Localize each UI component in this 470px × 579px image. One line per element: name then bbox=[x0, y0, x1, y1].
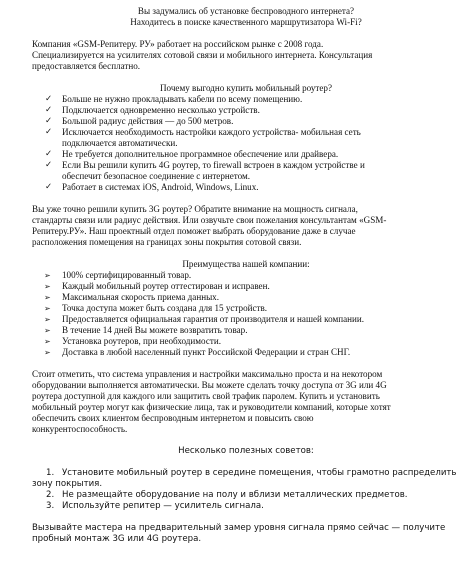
setup-paragraph bbox=[32, 369, 460, 435]
closing-paragraph bbox=[32, 523, 460, 545]
consult-paragraph bbox=[32, 204, 460, 248]
tip-item: 1. Установите мобильный роутер в середине помещения, чтобы грамотно распределить bbox=[46, 468, 457, 478]
advantage-item: ➢ В течение 14 дней Вы можете возвратить товар. bbox=[32, 325, 460, 336]
advantage-item: ➢ Доставка в любой населенный пункт Российской Федерации и стран СНГ. bbox=[32, 347, 460, 358]
paragraph-line: мобильный роутер могут как физические лица, так и руководители компаний, которые хотят bbox=[32, 402, 391, 412]
paragraph-line: конкурентоспособность. bbox=[32, 424, 128, 434]
intro-line: Специализируется на усилителях сотовой связи и мобильного интернета. Консультация bbox=[32, 50, 373, 60]
checklist-item: ✓ Большой радиус действия — до 500 метров. bbox=[32, 116, 460, 127]
checklist-item: ✓ Исключается необходимость настройки каждого устройства- мобильная сеть подключается автоматически. bbox=[32, 127, 460, 149]
checklist-item: ✓ Если Вы решили купить 4G роутер, то firewall встроен в каждом устройстве и обеспечит безопасное соединение с интернетом. bbox=[32, 160, 460, 182]
header-line-1: Вы задумались об установке беспроводного интернета? bbox=[137, 6, 355, 16]
advantage-item: ➢ Установка роутеров, при необходимости. bbox=[32, 336, 460, 347]
checklist-item: ✓ Не требуется дополнительное программное обеспечение или драйвера. bbox=[32, 149, 460, 160]
paragraph-line: оборудовании выполняется автоматически. Вы можете сделать точку доступа от 3G или 4G bbox=[32, 380, 387, 390]
why-checklist bbox=[32, 94, 460, 193]
advantage-item: ➢ Предоставляется официальная гарантия от производителя и нашей компании. bbox=[32, 314, 460, 325]
closing-line: пробный монтаж 3G или 4G роутера. bbox=[32, 534, 202, 544]
document-header bbox=[32, 6, 460, 28]
tip-item: 2. Не размещайте оборудование на полу и вблизи металлических предметов. bbox=[46, 490, 408, 500]
paragraph-line: роутера доступной для каждого или защитить свой трафик паролем. Купить и установить bbox=[32, 391, 380, 401]
paragraph-line: обеспечить своих клиентом беспроводным интернетом и повысить свою bbox=[32, 413, 314, 423]
advantages-heading: Преимущества нашей компании: bbox=[182, 259, 310, 269]
advantage-item: ➢ Точка доступа может быть создана для 15 устройств. bbox=[32, 303, 460, 314]
tip-item: 3. Используйте репитер — усилитель сигнала. bbox=[46, 501, 264, 511]
paragraph-line: расположения помещения на границах зоны покрытия сотовой связи. bbox=[32, 237, 302, 247]
why-heading: Почему выгодно купить мобильный роутер? bbox=[159, 83, 333, 93]
advantage-item: ➢ Максимальная скорость приема данных. bbox=[32, 292, 460, 303]
paragraph-line: Вы уже точно решили купить 3G роутер? Обратите внимание на мощность сигнала, bbox=[32, 204, 358, 214]
paragraph-line: стандарты связи или радиус действия. Или озвучьте свои пожелания консультантам «GSM- bbox=[32, 215, 387, 225]
header-line-2: Находитесь в поиске качественного маршрутизатора Wi-Fi? bbox=[130, 17, 362, 27]
checklist-item: ✓ Больше не нужно прокладывать кабели по всему помещению. bbox=[32, 94, 460, 105]
paragraph-line: Репитеру.РУ». Наш проектный отдел поможет выбрать оборудование даже в случае bbox=[32, 226, 356, 236]
advantage-item: ➢ 100% сертифицированный товар. bbox=[32, 270, 460, 281]
closing-line: Вызывайте мастера на предварительный замер уровня сигнала прямо сейчас — получите bbox=[32, 523, 446, 533]
advantage-item: ➢ Каждый мобильный роутер оттестирован и исправен. bbox=[32, 281, 460, 292]
checklist-item: ✓ Работает в системах iOS, Android, Windows, Linux. bbox=[32, 182, 460, 193]
advantages-list bbox=[32, 270, 460, 358]
tip-item-continued: зону покрытия. bbox=[32, 479, 103, 489]
paragraph-line: Стоит отметить, что система управления и настройки максимально проста и на некотором bbox=[32, 369, 383, 379]
tips-section bbox=[32, 446, 460, 545]
intro-paragraph bbox=[32, 39, 460, 72]
tips-heading: Несколько полезных советов: bbox=[178, 446, 314, 456]
intro-line: предоставляется бесплатно. bbox=[32, 61, 141, 71]
tips-list bbox=[32, 468, 460, 512]
checklist-item: ✓ Подключается одновременно несколько устройств. bbox=[32, 105, 460, 116]
intro-line: Компания «GSM-Репитеру. РУ» работает на российском рынке с 2008 года. bbox=[32, 39, 324, 49]
